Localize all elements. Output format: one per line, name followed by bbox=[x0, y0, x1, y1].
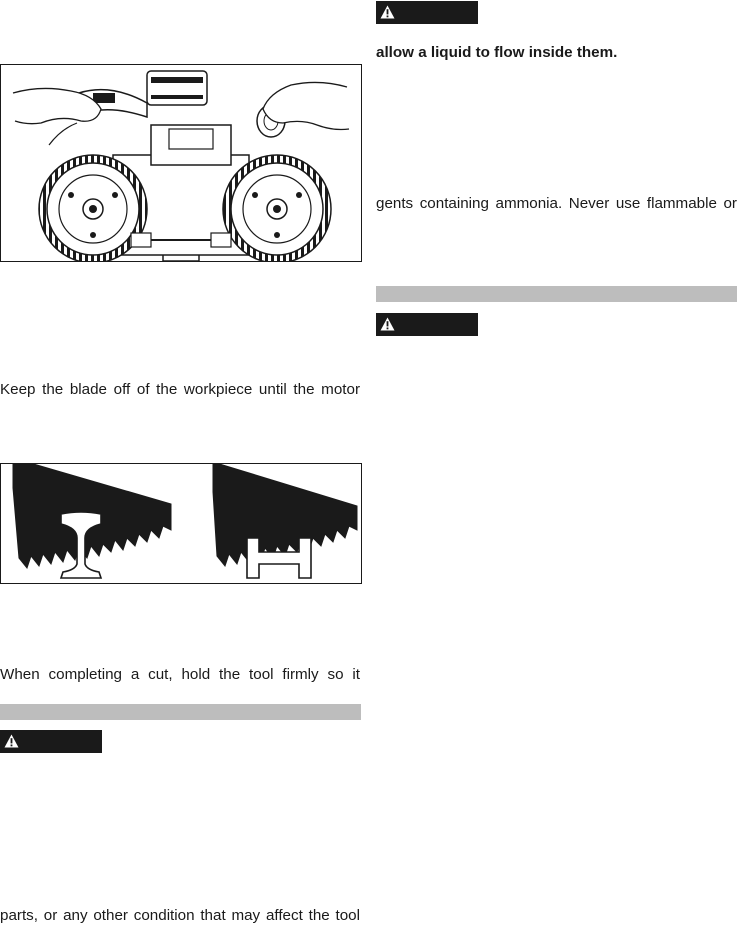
ammonia-text: gents containing ammonia. Never use flammable or bbox=[376, 195, 737, 212]
section-header-bar-right bbox=[376, 286, 737, 302]
exclamation-triangle-icon bbox=[380, 5, 395, 19]
exclamation-triangle-icon bbox=[380, 317, 395, 331]
parts-condition-text: parts, or any other condition that may affect the tool bbox=[0, 907, 360, 924]
liquid-flow-text: allow a liquid to flow inside them. bbox=[376, 44, 618, 61]
warning-tag-top-right bbox=[376, 1, 478, 24]
blade-cut-figure bbox=[0, 463, 362, 584]
warning-tag-right bbox=[376, 313, 478, 336]
blade-off-text: Keep the blade off of the workpiece until the motor bbox=[0, 381, 360, 398]
warning-tag-left bbox=[0, 730, 102, 753]
section-header-bar-left bbox=[0, 704, 361, 720]
band-saw-figure bbox=[0, 64, 362, 262]
blade-cut-illustration bbox=[1, 464, 361, 583]
exclamation-triangle-icon bbox=[4, 734, 19, 748]
band-saw-illustration bbox=[1, 65, 361, 261]
completing-cut-text: When completing a cut, hold the tool firmly so it bbox=[0, 666, 360, 683]
